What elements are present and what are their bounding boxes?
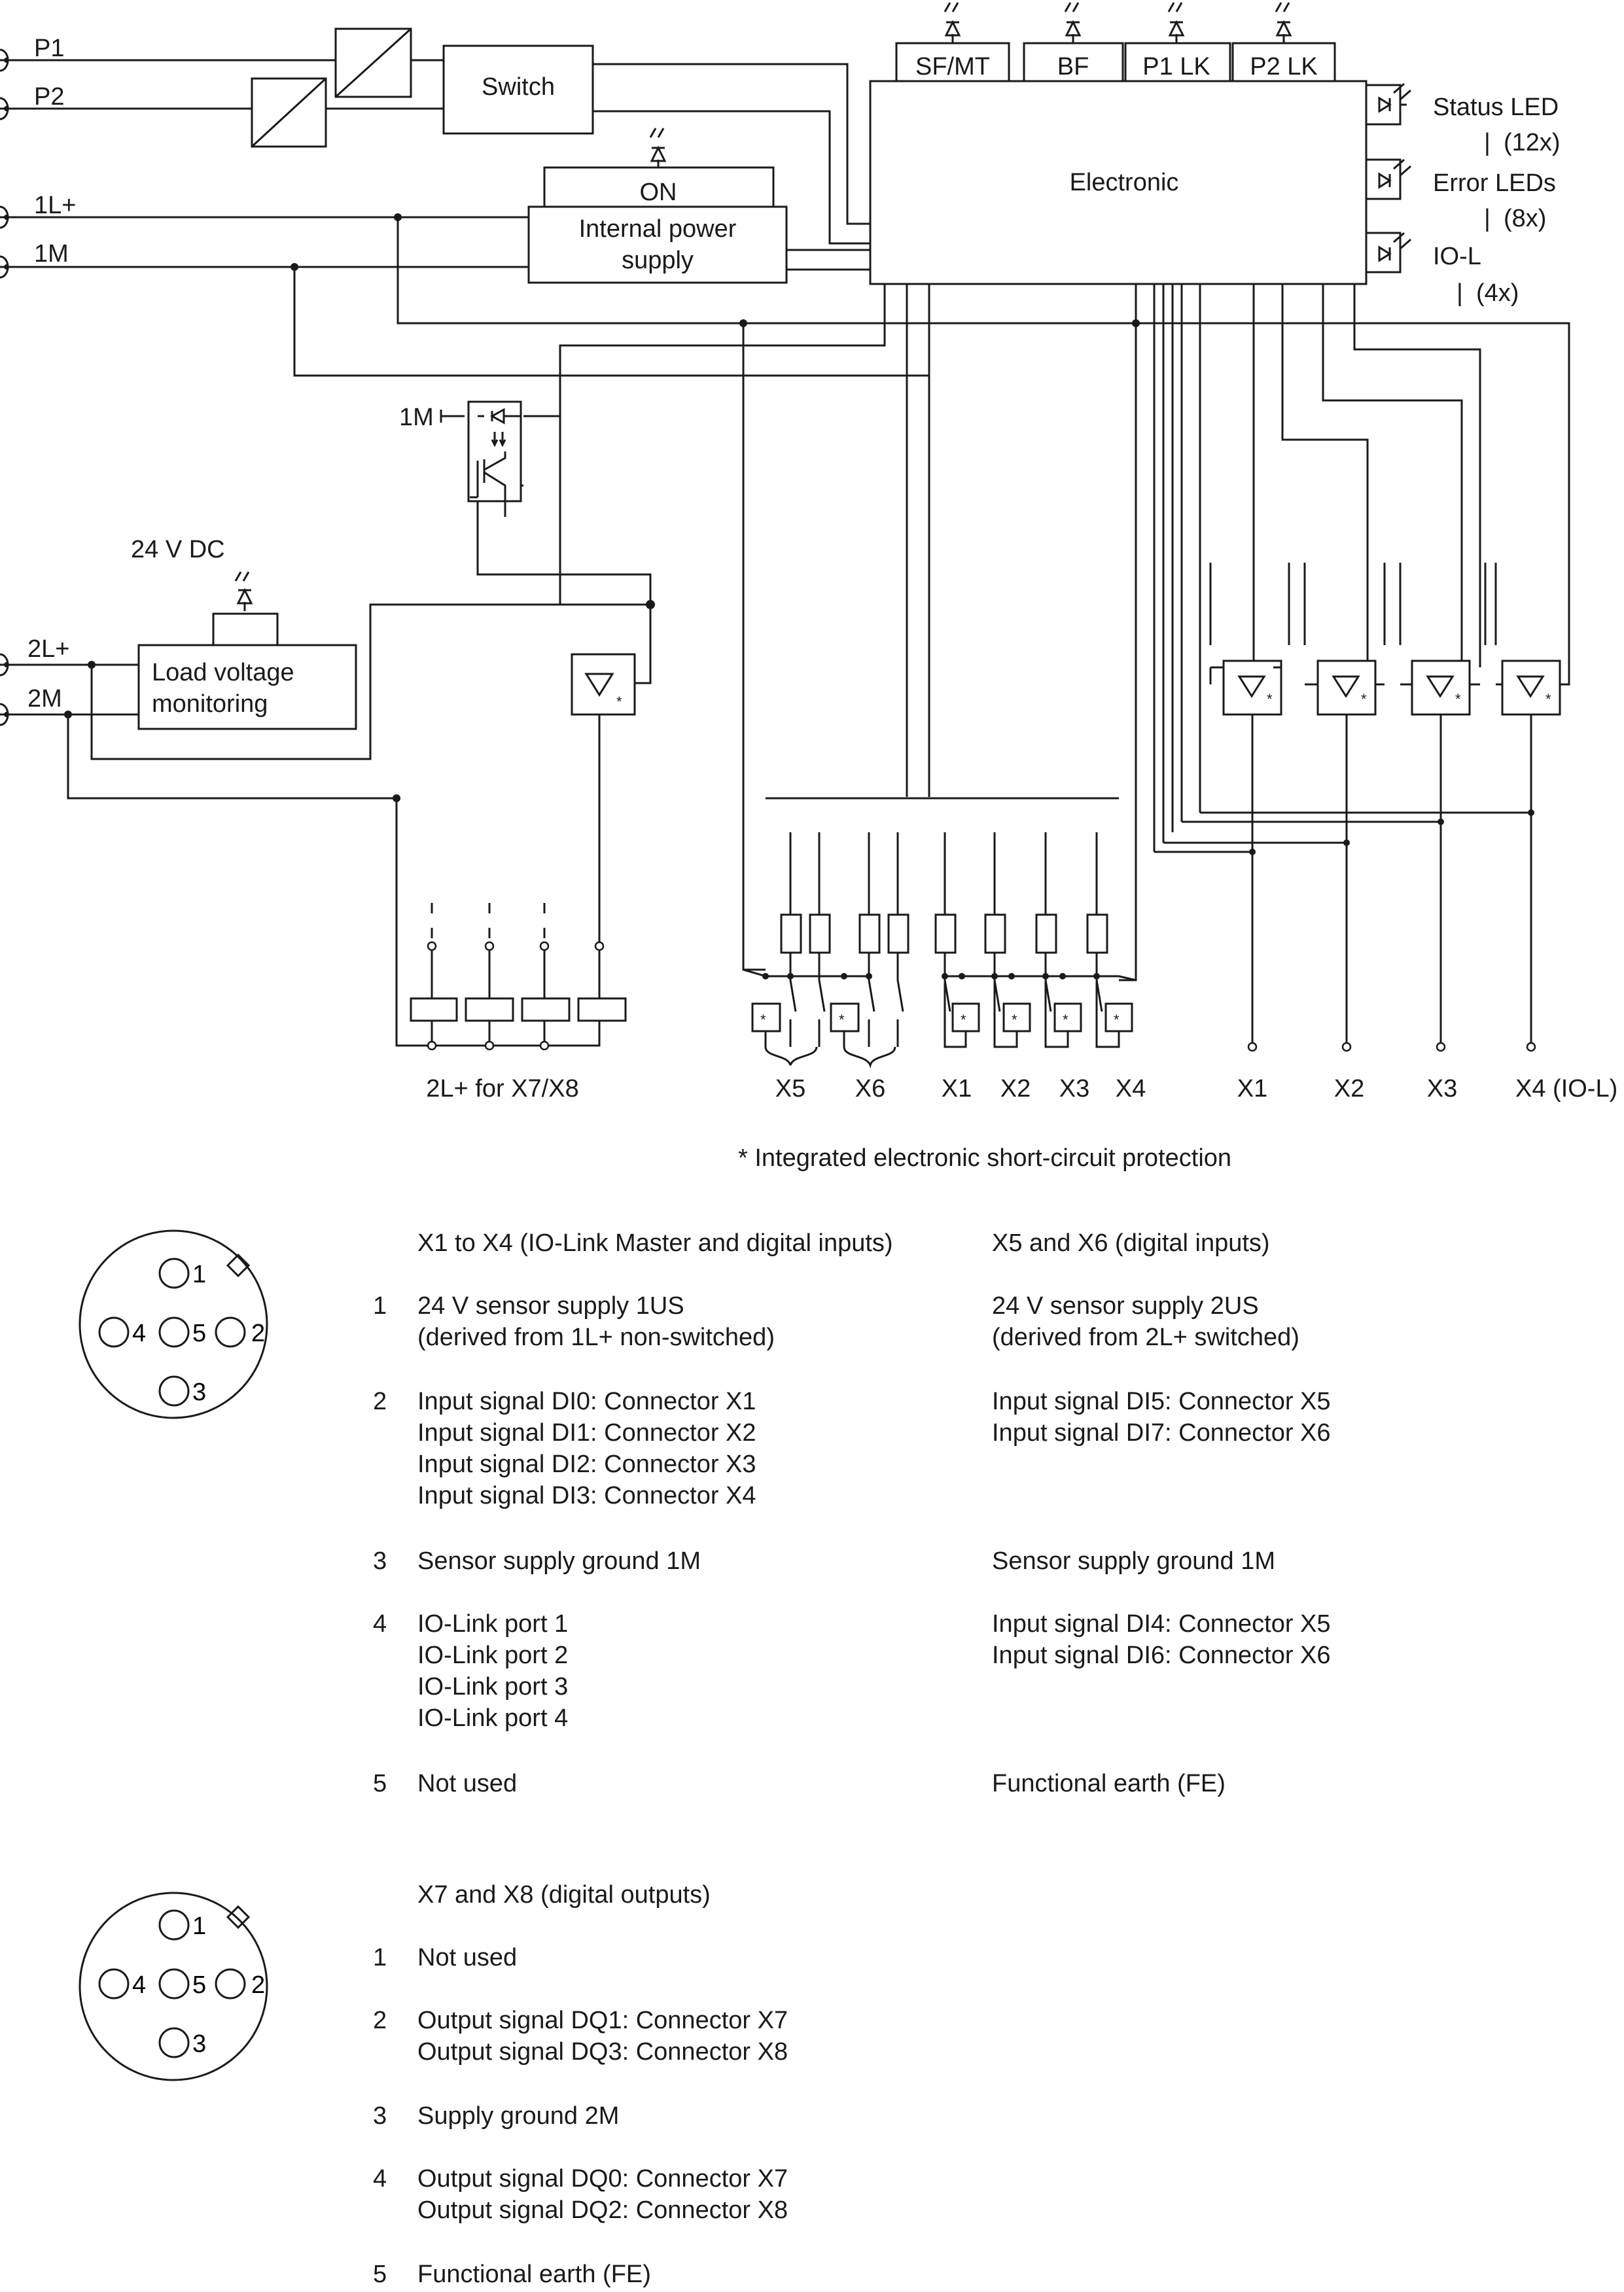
svg-text:*: *: [961, 1012, 966, 1028]
on-led-label: ON: [639, 179, 677, 206]
error-led-count: (8x): [1504, 205, 1547, 232]
connector-x7-x8: [72, 1888, 281, 2085]
c2-pin-1: 1: [192, 1913, 207, 1940]
table1-col-a-title: X1 to X4 (IO-Link Master and digital inputs): [417, 1229, 893, 1257]
c1-pin-5: 5: [192, 1320, 207, 1347]
di-x3-label: X3: [1059, 1075, 1090, 1102]
on-led-icon: [650, 128, 665, 167]
table2-pin: 2: [373, 2007, 387, 2034]
led-box-p2-lk: [1233, 3, 1335, 81]
table1-row4-b: Input signal DI4: Connector X5 Input signal DI6: Connector X6: [992, 1610, 1331, 1669]
load-monitor-label-2: monitoring: [152, 690, 268, 718]
iol-led-count: (4x): [1476, 279, 1519, 307]
dc-label: 24 V DC: [131, 536, 225, 563]
output-fuse-1: [411, 998, 457, 1021]
svg-text:*: *: [1063, 1012, 1068, 1028]
output-driver-asterisk: *: [616, 694, 622, 710]
led-box-sf-mt: [896, 3, 1009, 81]
table1-row1-b: 24 V sensor supply 2US (derived from 2L+ switched): [992, 1292, 1299, 1351]
port-label-p2: P2: [34, 83, 65, 111]
error-led-bar: |: [1484, 205, 1491, 232]
c2-pin-2: 2: [251, 1971, 266, 1999]
c2-pin-4: 4: [132, 1971, 147, 1999]
footnote: * Integrated electronic short-circuit protection: [738, 1144, 1232, 1172]
port-1m: [0, 256, 29, 277]
c1-pin-4: 4: [132, 1320, 147, 1347]
iol-x2-label: X2: [1333, 1075, 1365, 1102]
port-label-2m: 2M: [27, 685, 62, 713]
svg-text:*: *: [839, 1012, 845, 1028]
port-label-1m: 1M: [34, 240, 69, 268]
power-supply-label-2: supply: [622, 247, 694, 274]
status-led-icon: [1366, 84, 1411, 124]
table1-row3-b: Sensor supply ground 1M: [992, 1547, 1276, 1575]
table2-pin: 1: [373, 1944, 387, 1971]
output-driver: [572, 654, 635, 714]
table1-row2-b: Input signal DI5: Connector X5 Input signal DI7: Connector X6: [992, 1388, 1331, 1447]
table1-pin: 2: [373, 1388, 387, 1415]
outputs-label: 2L+ for X7/X8: [426, 1075, 579, 1102]
table2-pin: 3: [373, 2102, 387, 2130]
port-p1: [0, 50, 29, 71]
switch-label: Switch: [482, 73, 555, 101]
port-p2: [0, 98, 29, 119]
dc-led-icon: [236, 572, 251, 611]
svg-text:*: *: [1361, 691, 1367, 707]
table1-row5-a: Not used: [417, 1770, 518, 1797]
table1-row1-a: 24 V sensor supply 1US (derived from 1L+ non-switched): [417, 1292, 775, 1351]
connector-x1-x6: [72, 1226, 281, 1422]
table1-pin: 3: [373, 1547, 387, 1575]
electronic-label: Electronic: [1069, 169, 1179, 196]
table2-title: X7 and X8 (digital outputs): [417, 1881, 711, 1909]
iol-driver-x1: [1224, 661, 1281, 714]
svg-text:P1 LK: P1 LK: [1142, 53, 1210, 80]
c1-pin-1: 1: [192, 1261, 207, 1288]
di-x2-label: X2: [1000, 1075, 1031, 1102]
x5-label: X5: [775, 1075, 806, 1102]
table1-row3-a: Sensor supply ground 1M: [417, 1547, 701, 1575]
di-x1-label: X1: [941, 1075, 972, 1102]
output-fuse-3: [522, 998, 569, 1021]
led-box-bf: [1024, 3, 1123, 81]
c1-pin-3: 3: [192, 1379, 207, 1406]
iol-driver-x3: [1412, 661, 1470, 714]
output-fuse-2: [466, 998, 513, 1021]
table2-row5: Functional earth (FE): [417, 2261, 651, 2288]
iol-led-bar: |: [1456, 279, 1463, 307]
port-label-1l-plus: 1L+: [34, 192, 77, 219]
svg-text:*: *: [1114, 1012, 1120, 1028]
port-1l-plus: [0, 207, 29, 228]
port-2l-plus: [0, 654, 29, 675]
x6-label: X6: [855, 1075, 886, 1102]
c2-pin-5: 5: [192, 1971, 207, 1999]
status-led-count: (12x): [1504, 129, 1561, 156]
table1-col-b-title: X5 and X6 (digital inputs): [992, 1229, 1270, 1257]
table1-pin: 5: [373, 1770, 387, 1797]
iol-x3-label: X3: [1426, 1075, 1458, 1102]
table2-row2: Output signal DQ1: Connector X7 Output signal DQ3: Connector X8: [417, 2007, 788, 2066]
output-fuse-4: [578, 998, 626, 1021]
svg-text:*: *: [1012, 1012, 1017, 1028]
x6-protect: [831, 1004, 858, 1031]
c2-pin-3: 3: [192, 2030, 207, 2058]
c1-pin-2: 2: [251, 1320, 266, 1347]
power-supply-label-1: Internal power: [578, 215, 737, 243]
iol-x1-label: X1: [1237, 1075, 1268, 1102]
status-led-label: Status LED: [1433, 94, 1559, 121]
svg-text:P2 LK: P2 LK: [1250, 53, 1318, 80]
table1-row2-a: Input signal DI0: Connector X1 Input signal DI1: Connector X2 Input signal DI2: Connector X3 Input signal DI3: Connector X4: [417, 1388, 756, 1509]
iol-led-icon: [1366, 233, 1411, 272]
svg-text:*: *: [1267, 691, 1273, 707]
error-led-icon: [1366, 160, 1411, 199]
svg-text:BF: BF: [1057, 53, 1089, 80]
svg-text:*: *: [760, 1012, 766, 1028]
svg-text:SF/MT: SF/MT: [915, 53, 990, 80]
svg-text:*: *: [1545, 691, 1551, 707]
x5-protect: [752, 1004, 780, 1031]
table1-pin: 4: [373, 1610, 387, 1638]
table2-row4: Output signal DQ0: Connector X7 Output signal DQ2: Connector X8: [417, 2165, 788, 2224]
opto-ref-label: 1M: [399, 404, 434, 431]
iol-led-label: IO-L: [1433, 243, 1481, 270]
table2-pin: 5: [373, 2261, 387, 2288]
table1-row5-b: Functional earth (FE): [992, 1770, 1226, 1797]
table1-row4-a: IO-Link port 1 IO-Link port 2 IO-Link port 3 IO-Link port 4: [417, 1610, 569, 1732]
error-led-label: Error LEDs: [1433, 169, 1556, 197]
iol-driver-x4: [1502, 661, 1560, 714]
led-box-p1-lk: [1125, 3, 1230, 81]
table1-pin: 1: [373, 1292, 387, 1320]
port-2m: [0, 704, 29, 725]
table2-row1: Not used: [417, 1944, 518, 1971]
status-led-bar: |: [1484, 129, 1491, 156]
svg-text:*: *: [1455, 691, 1461, 707]
port-label-p1: P1: [34, 35, 65, 62]
iol-x4-label: X4 (IO-L): [1515, 1075, 1618, 1102]
table2-pin: 4: [373, 2165, 387, 2193]
table2-row3: Supply ground 2M: [417, 2102, 620, 2130]
load-monitor-label-1: Load voltage: [152, 659, 294, 686]
iol-driver-x2: [1318, 661, 1375, 714]
di-x4-label: X4: [1115, 1075, 1146, 1102]
port-label-2l-plus: 2L+: [27, 635, 70, 663]
